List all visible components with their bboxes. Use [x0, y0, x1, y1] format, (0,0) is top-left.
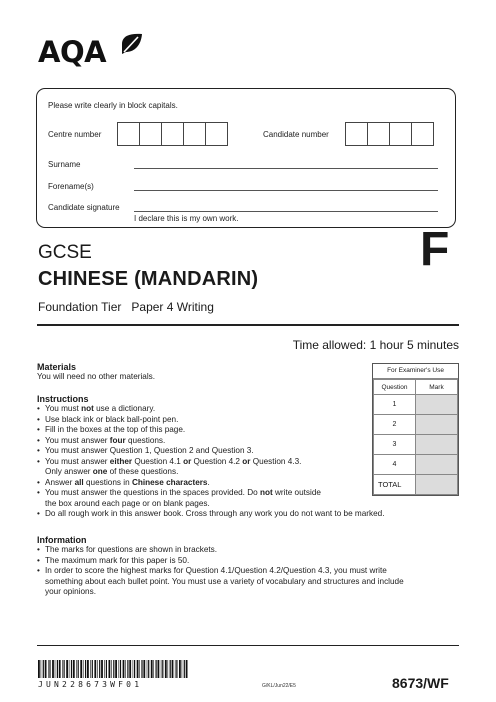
candidate-digit-box[interactable] — [345, 122, 368, 146]
barcode — [38, 660, 190, 678]
information-list — [37, 545, 477, 598]
list-item: • You must answer four questions. — [37, 436, 477, 447]
signature-label: Candidate signature — [48, 203, 120, 212]
centre-number-label: Centre number — [48, 130, 102, 139]
question-column-header: Question — [374, 380, 416, 395]
question-number: 1 — [374, 395, 416, 415]
paper-label: Paper 4 Writing — [131, 300, 214, 314]
candidate-digit-box[interactable] — [411, 122, 434, 146]
surname-label: Surname — [48, 160, 81, 169]
tier-letter: F — [420, 223, 450, 276]
question-number: 2 — [374, 415, 416, 435]
centre-digit-box[interactable] — [139, 122, 162, 146]
candidate-digit-box[interactable] — [367, 122, 390, 146]
paper-details — [38, 300, 214, 314]
subject-title: CHINESE (MANDARIN) — [38, 268, 259, 290]
forename-line[interactable] — [134, 190, 438, 191]
question-number: 4 — [374, 455, 416, 475]
centre-digit-box[interactable] — [117, 122, 140, 146]
list-item: • The marks for questions are shown in brackets. — [37, 545, 477, 556]
list-item: • You must not use a dictionary. — [37, 404, 477, 415]
block-capitals-instruction: Please write clearly in block capitals. — [48, 101, 178, 110]
barcode-text: JUN228673WF01 — [38, 680, 143, 689]
materials-heading: Materials — [37, 362, 77, 372]
candidate-number-label: Candidate number — [263, 130, 329, 139]
mark-cell — [416, 415, 458, 435]
forename-label: Forename(s) — [48, 182, 94, 191]
paper-code: 8673/WF — [392, 675, 449, 691]
list-item: • The maximum mark for this paper is 50. — [37, 556, 477, 567]
list-item: • Use black ink or black ball-point pen. — [37, 415, 477, 426]
time-allowed: Time allowed: 1 hour 5 minutes — [292, 338, 459, 352]
mark-cell — [416, 455, 458, 475]
centre-digit-box[interactable] — [205, 122, 228, 146]
centre-digit-box[interactable] — [183, 122, 206, 146]
list-item: • Do all rough work in this answer book. Cross through any work you do not want to be marked. — [37, 509, 477, 520]
qualification-level: GCSE — [38, 242, 92, 263]
aqa-logo — [38, 35, 107, 69]
information-section — [37, 535, 477, 598]
divider-bottom — [37, 645, 459, 646]
mark-cell — [416, 395, 458, 415]
leaf-icon — [120, 32, 144, 56]
materials-section — [37, 362, 367, 383]
materials-text: You will need no other materials. — [37, 372, 156, 381]
total-label: TOTAL — [374, 475, 416, 495]
question-number: 3 — [374, 435, 416, 455]
divider-top — [37, 324, 459, 326]
list-item: • Fill in the boxes at the top of this page. — [37, 425, 477, 436]
list-item: • Answer all questions in Chinese characters. — [37, 478, 477, 489]
examiner-use-table — [372, 363, 459, 496]
total-mark-cell — [416, 475, 458, 495]
candidate-number-boxes[interactable] — [345, 122, 433, 146]
centre-digit-box[interactable] — [161, 122, 184, 146]
signature-line[interactable] — [134, 211, 438, 212]
information-heading: Information — [37, 535, 87, 545]
instructions-heading: Instructions — [37, 394, 89, 404]
candidate-digit-box[interactable] — [389, 122, 412, 146]
mark-cell — [416, 435, 458, 455]
centre-number-boxes[interactable] — [117, 122, 227, 146]
document-reference: G/KL/Jun22/E5 — [262, 683, 296, 689]
declaration-text: I declare this is my own work. — [134, 214, 239, 223]
list-item: • You must answer the questions in the spaces provided. Do not write outside the box around each page or on blank pages. — [37, 488, 477, 509]
tier-label: Foundation Tier — [38, 300, 122, 314]
mark-column-header: Mark — [416, 380, 458, 395]
list-item: • You must answer Question 1, Question 2 and Question 3. — [37, 446, 477, 457]
list-item: • In order to score the highest marks for Question 4.1/Question 4.2/Question 4.3, you must write something about each bullet point. You must use a variety of vocabulary and structures and include your opinions. — [37, 566, 477, 598]
examiner-caption: For Examiner's Use — [373, 364, 458, 379]
surname-line[interactable] — [134, 168, 438, 169]
logo-text: AQA — [38, 35, 107, 69]
list-item: • You must answer either Question 4.1 or Question 4.2 or Question 4.3. Only answer one of these questions. — [37, 457, 477, 478]
